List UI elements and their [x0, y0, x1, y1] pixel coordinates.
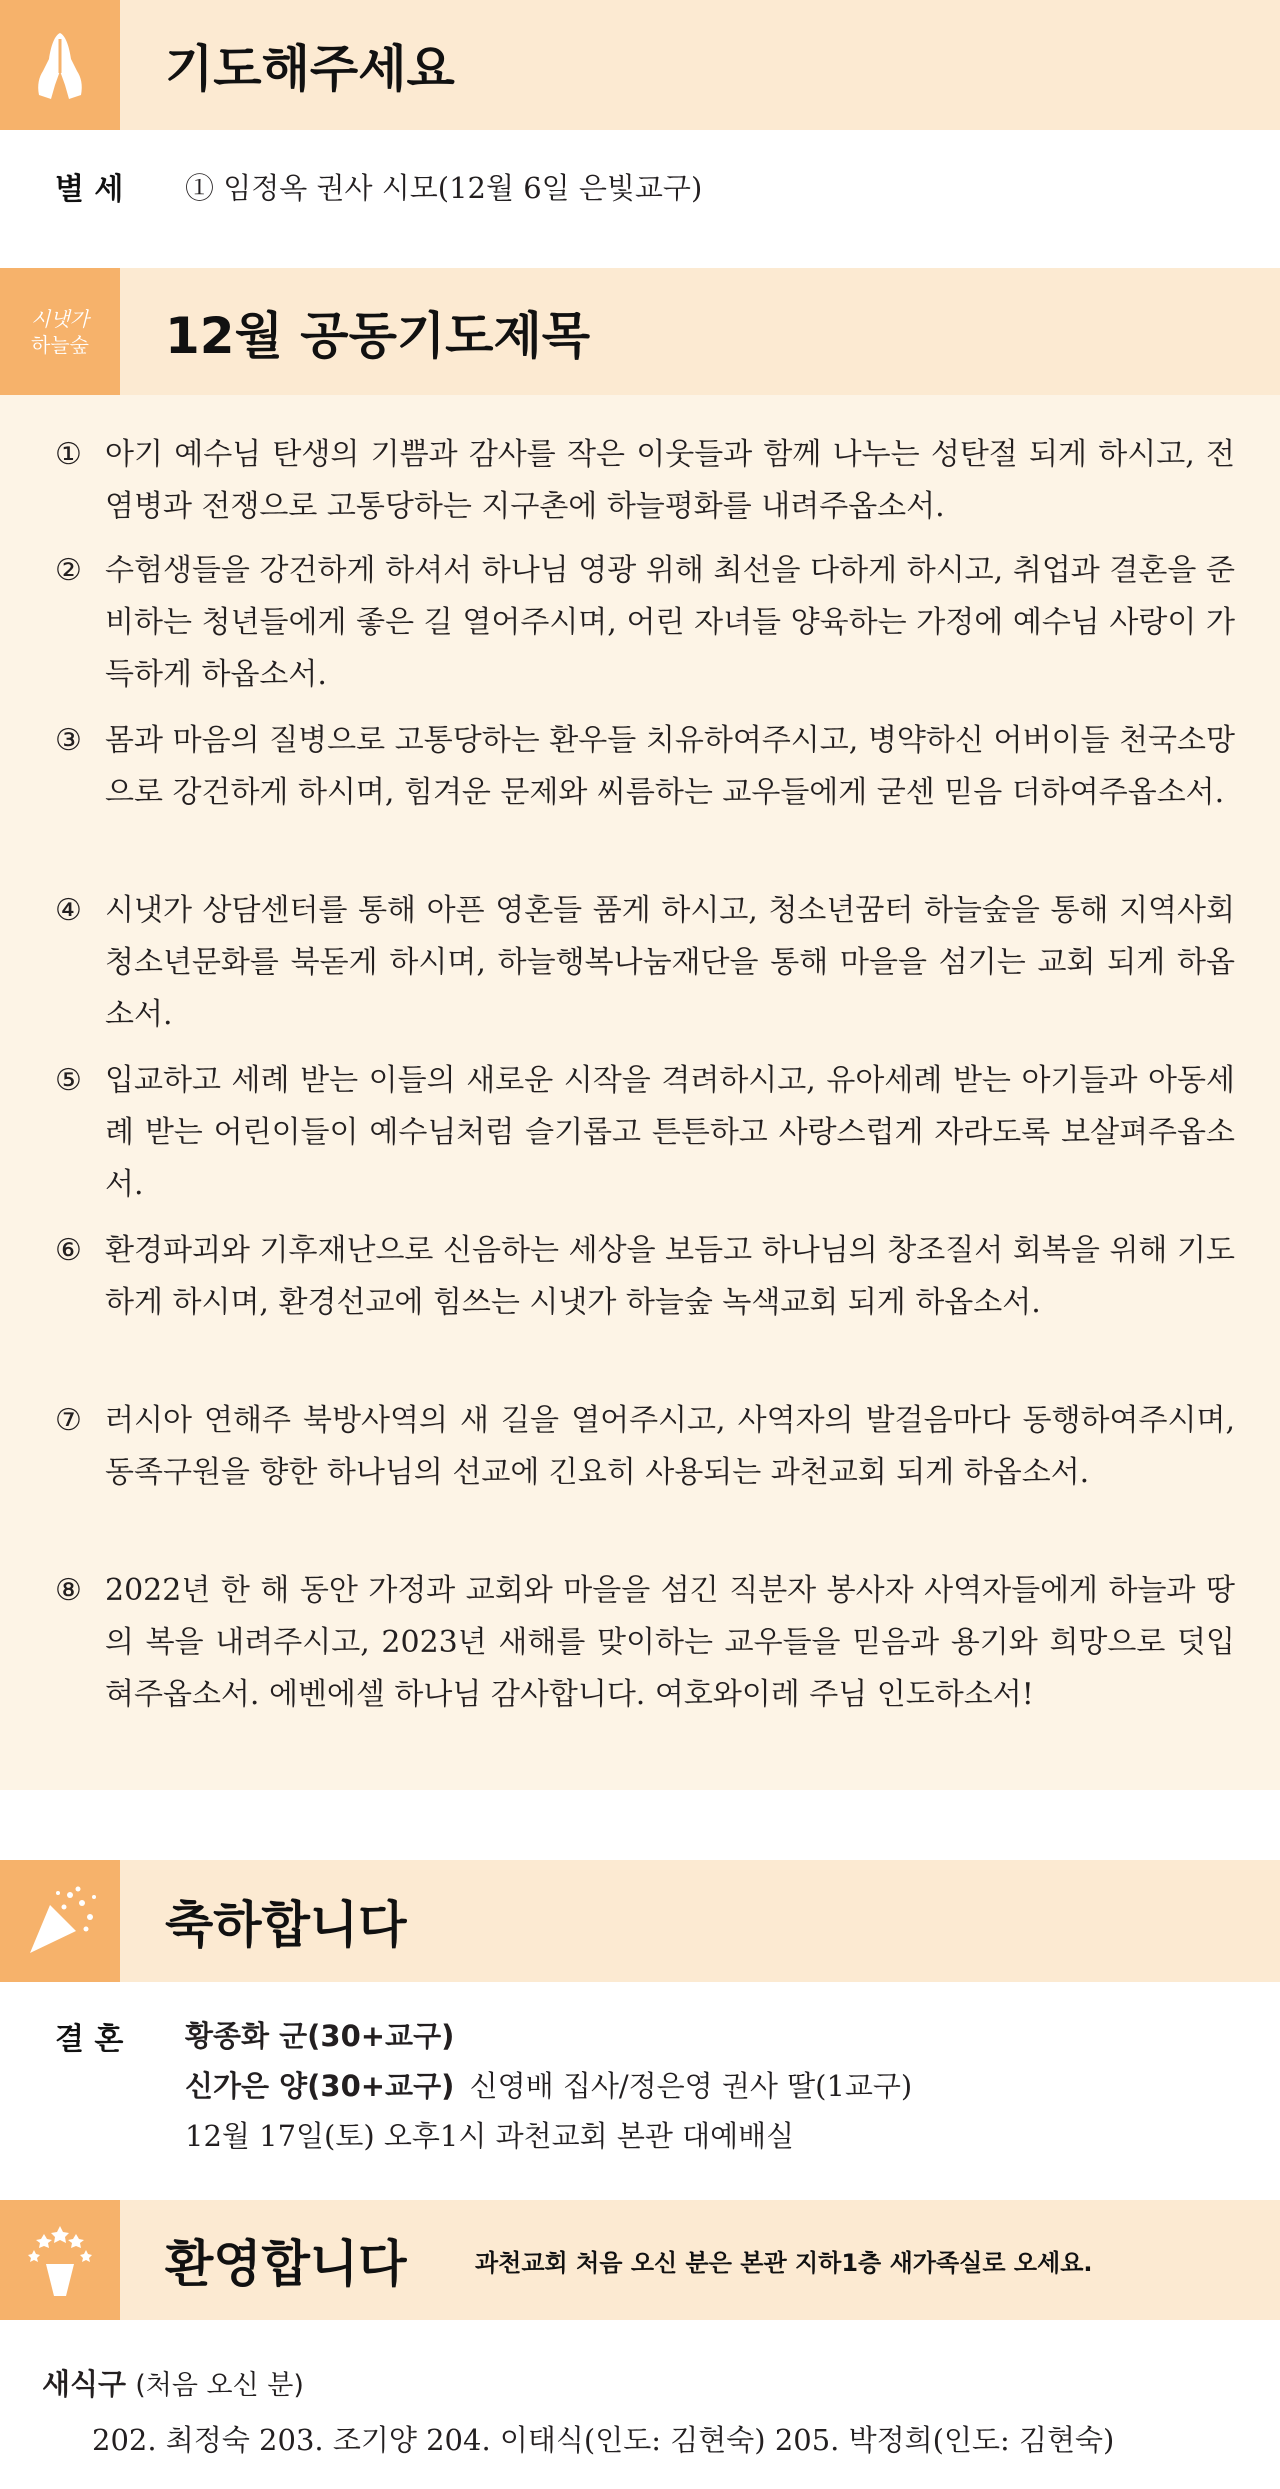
item-number: ②	[55, 553, 82, 588]
item-text: 입교하고 세례 받는 이들의 새로운 시작을 격려하시고, 유아세례 받는 아기들과 아동세례 받는 어린이들이 예수님처럼 슬기롭고 튼튼하고 사랑스럽게 자라도록 보살펴주옵소서.	[105, 1063, 1235, 1202]
wedding-label: 결 혼	[55, 2022, 124, 2057]
item-text: 아기 예수님 탄생의 기쁨과 감사를 작은 이웃들과 함께 나누는 성탄절 되게 하시고, 전염병과 전쟁으로 고통당하는 지구촌에 하늘평화를 내려주옵소서.	[105, 437, 1235, 524]
item-number: ⑧	[55, 1573, 82, 1608]
prayer-item	[55, 715, 1235, 819]
congrats-header	[0, 1860, 1280, 1982]
item-number: ⑦	[55, 1403, 82, 1438]
prayer-item	[55, 885, 1235, 1041]
item-number: ①	[55, 437, 82, 472]
item-text: 환경파괴와 기후재난으로 신음하는 세상을 보듬고 하나님의 창조질서 회복을 위해 기도하게 하시며, 환경선교에 힘쓰는 시냇가 하늘숲 녹색교회 되게 하옵소서.	[105, 1233, 1235, 1320]
prayer-item	[55, 1565, 1235, 1721]
pray-header	[0, 0, 1280, 130]
item-number: ③	[55, 723, 82, 758]
section-title: 기도해주세요	[165, 40, 455, 98]
newcomer-label: 새식구	[42, 2367, 127, 2401]
prayer-item	[55, 1055, 1235, 1211]
stream-forest-logo-icon	[0, 268, 120, 396]
death-label: 별 세	[55, 172, 124, 207]
prayer-item	[55, 1225, 1235, 1329]
bride-name: 신가은 양(30+교구)	[185, 2069, 455, 2103]
welcome-header	[0, 2200, 1280, 2320]
prayer-list	[0, 395, 1280, 1790]
groom-name: 황종화 군(30+교구)	[185, 2019, 455, 2053]
item-text: 러시아 연해주 북방사역의 새 길을 열어주시고, 사역자의 발걸음마다 동행하여주시며, 동족구원을 향한 하나님의 선교에 긴요히 사용되는 과천교회 되게 하옵소서.	[105, 1403, 1235, 1490]
logo-text-1: 시냇가	[31, 307, 89, 331]
item-text: 2022년 한 해 동안 가정과 교회와 마을을 섬긴 직분자 봉사자 사역자들에게 하늘과 땅의 복을 내려주시고, 2023년 새해를 맞이하는 교우들을 믿음과 용기와 희망으로 덧입혀주옵소서. 에벤에셀 하나님 감사합니다. 여호와이레 주님 인도하소서!	[105, 1573, 1235, 1712]
party-popper-icon	[0, 1860, 120, 1982]
bouquet-icon	[0, 2200, 120, 2320]
section-title: 환영합니다	[165, 2235, 407, 2293]
item-number: ⑥	[55, 1233, 82, 1268]
item-number: ⑤	[55, 1063, 82, 1098]
prayer-item	[55, 545, 1235, 701]
item-number: ④	[55, 893, 82, 928]
newcomer-label-line	[42, 2362, 304, 2403]
item-text: 몸과 마음의 질병으로 고통당하는 환우들 치유하여주시고, 병약하신 어버이들 천국소망으로 강건하게 하시며, 힘겨운 문제와 씨름하는 교우들에게 굳센 믿음 더하여주옵소서.	[105, 723, 1235, 810]
section-title: 축하합니다	[165, 1896, 407, 1954]
item-text: 시냇가 상담센터를 통해 아픈 영혼들 품게 하시고, 청소년꿈터 하늘숲을 통해 지역사회 청소년문화를 북돋게 하시며, 하늘행복나눔재단을 통해 마을을 섬기는 교회 되게 하옵소서.	[105, 893, 1235, 1032]
prayer-header	[0, 268, 1280, 396]
prayer-item	[55, 429, 1235, 533]
newcomer-list: 202. 최정숙 203. 조기양 204. 이태식(인도: 김현숙) 205. 박정희(인도: 김현숙)	[92, 2423, 1115, 2457]
prayer-item	[55, 1395, 1235, 1499]
item-text: 수험생들을 강건하게 하셔서 하나님 영광 위해 최선을 다하게 하시고, 취업과 결혼을 준비하는 청년들에게 좋은 길 열어주시며, 어린 자녀들 양육하는 가정에 예수님 사랑이 가득하게 하옵소서.	[105, 553, 1235, 692]
wedding-schedule: 12월 17일(토) 오후1시 과천교회 본관 대예배실	[185, 2119, 795, 2153]
section-title: 12월 공동기도제목	[165, 307, 591, 365]
welcome-note: 과천교회 처음 오신 분은 본관 지하1층 새가족실로 오세요.	[475, 2248, 1093, 2277]
bride-parents: 신영배 집사/정은영 권사 딸(1교구)	[469, 2069, 913, 2103]
death-entry: ① 임정옥 권사 시모(12월 6일 은빛교구)	[185, 171, 703, 205]
praying-hands-icon	[0, 0, 120, 130]
newcomer-note: (처음 오신 분)	[135, 2370, 304, 2401]
bride-line	[185, 2064, 912, 2105]
logo-text-2: 하늘숲	[31, 333, 89, 357]
